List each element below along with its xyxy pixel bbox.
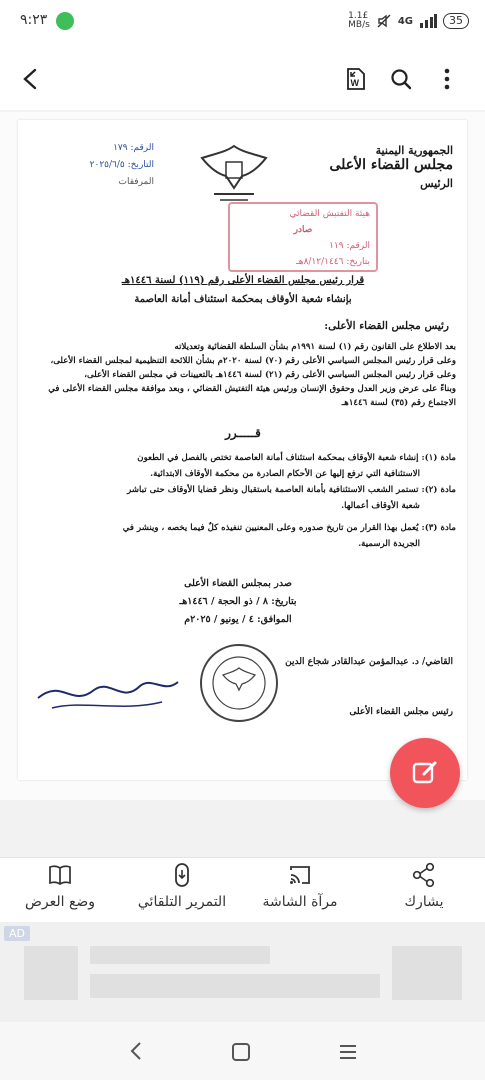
search-icon (390, 68, 412, 90)
handwritten-signature (32, 668, 182, 718)
president-label: الرئيس (420, 177, 453, 190)
mute-icon (376, 13, 392, 29)
article-line: شعبة الأوقاف أعمالها. (341, 501, 420, 511)
preamble-line: وعلى قرار رئيس المجلس السياسي الأعلى رقم (٢١) لسنة ١٤٤٦هـ بالتعيينات في مجلس القضاء الأعلى، (84, 370, 456, 380)
nav-home-icon[interactable] (231, 1042, 251, 1062)
edit-icon (411, 759, 439, 787)
signer-title: رئيس مجلس القضاء الأعلى (349, 707, 453, 717)
ad-title-placeholder (90, 946, 270, 964)
ad-banner[interactable] (0, 922, 485, 1022)
share-button[interactable] (364, 862, 484, 910)
document-viewer[interactable] (0, 112, 485, 800)
ad-tag: AD (4, 926, 30, 941)
decision-subtitle: بإنشاء شعبة الأوقاف بمحكمة استئناف أمانة العاصمة (134, 294, 352, 305)
battery-icon: 35 (443, 13, 469, 29)
preamble-line: وبناءً على عرض وزير العدل وحقوق الإنسان ورئيس هيئة التفتيش القضائي ، وبعد موافقة مجلس القضاء الأعلى في (48, 384, 456, 394)
right-header (313, 144, 453, 190)
screen-mirror-button[interactable] (240, 862, 360, 910)
document-page (18, 120, 467, 780)
ad-image-placeholder (24, 946, 78, 1000)
status-bar (0, 0, 485, 48)
preamble-line: بعد الاطلاع على القانون رقم (١) لسنة ١٩٩١م بشأن السلطة القضائية وتعديلاته (174, 342, 456, 352)
ad-text-placeholder (90, 974, 380, 998)
ad-cta-placeholder (392, 946, 462, 1000)
gregorian-date: الموافق: ٤ / يونيو / ٢٠٢٥م (184, 614, 292, 625)
article-line: الجريدة الرسمية. (358, 539, 420, 549)
word-convert-button[interactable] (338, 62, 372, 96)
stamp-line-3: الرقم: ١١٩ (329, 241, 370, 251)
share-label: يشارك (404, 894, 444, 910)
more-icon (444, 68, 450, 90)
w-edit-icon (342, 66, 368, 92)
issuance-block (128, 575, 348, 629)
stamp-line-4: بتاريخ: ٨/١٢/١٤٤٦هـ (296, 257, 370, 267)
whatsapp-icon (56, 12, 74, 30)
left-header (34, 140, 154, 191)
country-name: الجمهورية اليمنية (375, 144, 453, 157)
edit-fab-button[interactable] (390, 738, 460, 808)
preamble (30, 340, 456, 410)
signer-name: القاضي/ د. عبدالمؤمن عبدالقادر شجاع الدين (285, 657, 453, 667)
view-mode-label: وضع العرض (24, 894, 96, 910)
screen-mirror-label: مرآة الشاشة (262, 894, 338, 910)
hijri-date: بتاريخ: ٨ / ذو الحجة / ١٤٤٦هـ (179, 596, 297, 607)
articles (30, 450, 456, 552)
issued-line: صدر بمجلس القضاء الأعلى (184, 578, 292, 589)
auto-scroll-button[interactable] (122, 862, 242, 910)
system-nav-bar (0, 1022, 485, 1080)
clock: ٩:٢٣ (20, 12, 48, 28)
toolbar (0, 48, 485, 110)
nav-recents-icon[interactable] (338, 1042, 358, 1062)
decision-title: قرار رئيس مجلس القضاء الأعلى رقم (١١٩) لسنة ١٤٤٦هـ (121, 275, 365, 286)
article-line: مادة (١): إنشاء شعبة الأوقاف بمحكمة استئناف أمانة العاصمة تختص بالفصل في الطعون (137, 453, 456, 463)
net-speed: 1.1£ MB/s (348, 11, 370, 30)
stamp-line-1: هيئة التفتيش القضائي (289, 209, 370, 219)
preamble-line: وعلى قرار رئيس المجلس السياسي الأعلى رقم (٧٠) لسنة ٢٠٢٠م بشأن اللائحة التنظيمية لمجلس القضاء الأعلى، (50, 356, 456, 366)
incoming-stamp (228, 202, 378, 272)
ref-date: التاريخ: ٢٠٢٥/٦/٥ (89, 160, 154, 170)
official-seal-icon (196, 640, 282, 726)
network-type: 4G (397, 15, 413, 27)
status-icons (348, 12, 469, 30)
ref-number: الرقم: ١٧٩ (113, 143, 154, 153)
svg-text:W: W (350, 78, 359, 88)
auto-scroll-label: التمرير التلقائي (137, 894, 227, 910)
share-icon (411, 862, 437, 888)
council-name: مجلس القضاء الأعلى (329, 157, 453, 173)
cast-icon (287, 862, 313, 888)
bottom-actions (0, 857, 485, 922)
nav-back-icon[interactable] (126, 1040, 146, 1062)
article-line: مادة (٣): يُعمل بهذا القرار من تاريخ صدوره وعلى المعنيين تنفيذه كلٌ فيما يخصه ، وينشر في (122, 523, 456, 533)
back-button[interactable] (14, 62, 48, 96)
section-heading: رئيس مجلس القضاء الأعلى: (324, 320, 449, 332)
stamp-line-2: صادر (293, 225, 313, 235)
view-mode-button[interactable] (0, 862, 120, 910)
article-line: مادة (٢): تستمر الشعب الاستئنافية بأمانة العاصمة باستقبال ونظر قضايا الأوقاف حتى تباشر (127, 485, 456, 495)
article-line: الاستئنافية التي ترفع إليها عن الأحكام الصادرة من محكمة الأوقاف الابتدائية. (150, 469, 420, 479)
back-arrow-icon (20, 68, 42, 90)
attachments: المرفقات (118, 177, 154, 187)
auto-scroll-icon (169, 862, 195, 888)
decree-heading: قـــــرر (225, 426, 261, 440)
more-button[interactable] (430, 62, 464, 96)
preamble-line: الاجتماع رقم (٣٥) لسنة ١٤٤٦هـ (341, 398, 456, 408)
republic-emblem-icon (196, 138, 272, 210)
signal-icon (419, 14, 437, 28)
book-icon (47, 862, 73, 888)
search-button[interactable] (384, 62, 418, 96)
